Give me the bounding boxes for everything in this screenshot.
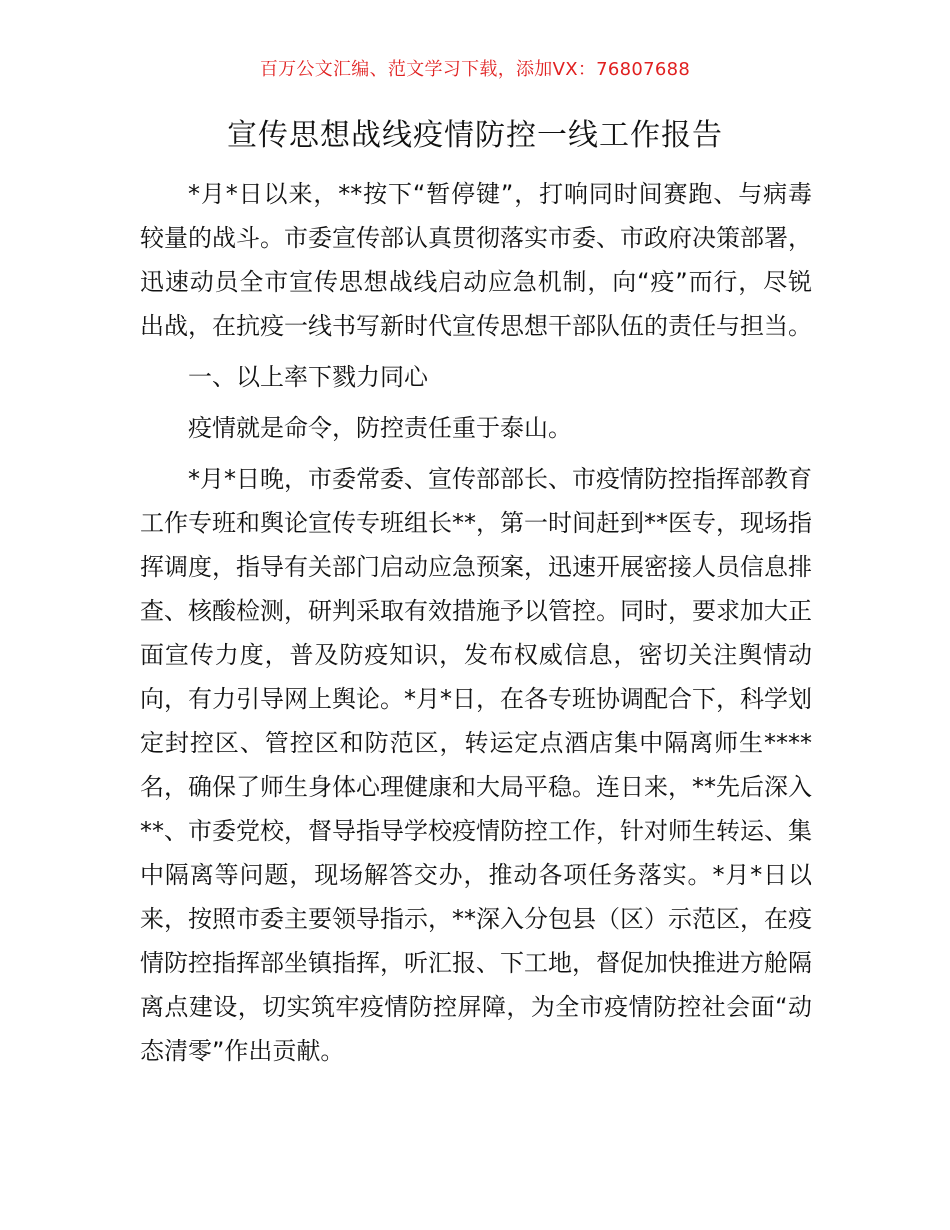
section-body-paragraph: *月*日晚，市委常委、宣传部部长、市疫情防控指挥部教育工作专班和舆论宣传专班组长**，第一时间赶到**医专，现场指挥调度，指导有关部门启动应急预案，迅速开展密接人员信息排查、核酸检测，研判采取有效措施予以管控。同时，要求加大正面宣传力度，普及防疫知识，发布权威信息，密切关注舆情动向，有力引导网上舆论。*月*日，在各专班协调配合下，科学划定封控区、管控区和防范区，转运定点酒店集中隔离师生****名，确保了师生身体心理健康和大局平稳。连日来，**先后深入**、市委党校，督导指导学校疫情防控工作，针对师生转运、集中隔离等问题，现场解答交办，推动各项任务落实。*月*日以来，按照市委主要领导指示，**深入分包县（区）示范区，在疫情防控指挥部坐镇指挥，听汇报、下工地，督促加快推进方舱隔离点建设，切实筑牢疫情防控屏障，为全市疫情防控社会面“动态清零”作出贡献。 [140,465,812,1065]
document-body [140,172,812,1073]
section-lead-paragraph: 疫情就是命令，防控责任重于泰山。 [188,414,572,442]
document-title: 宣传思想战线疫情防控一线工作报告 [227,118,723,153]
watermark-banner: 百万公文汇编、范文学习下载，添加VX：76807688 [259,59,691,80]
intro-paragraph: *月*日以来，**按下“暂停键”，打响同时间赛跑、与病毒较量的战斗。市委宣传部认真贯彻落实市委、市政府决策部署，迅速动员全市宣传思想战线启动应急机制，向“疫”而行，尽锐出战，在抗疫一线书写新时代宣传思想干部队伍的责任与担当。 [140,180,812,340]
section-heading: 一、以上率下戮力同心 [188,363,428,391]
